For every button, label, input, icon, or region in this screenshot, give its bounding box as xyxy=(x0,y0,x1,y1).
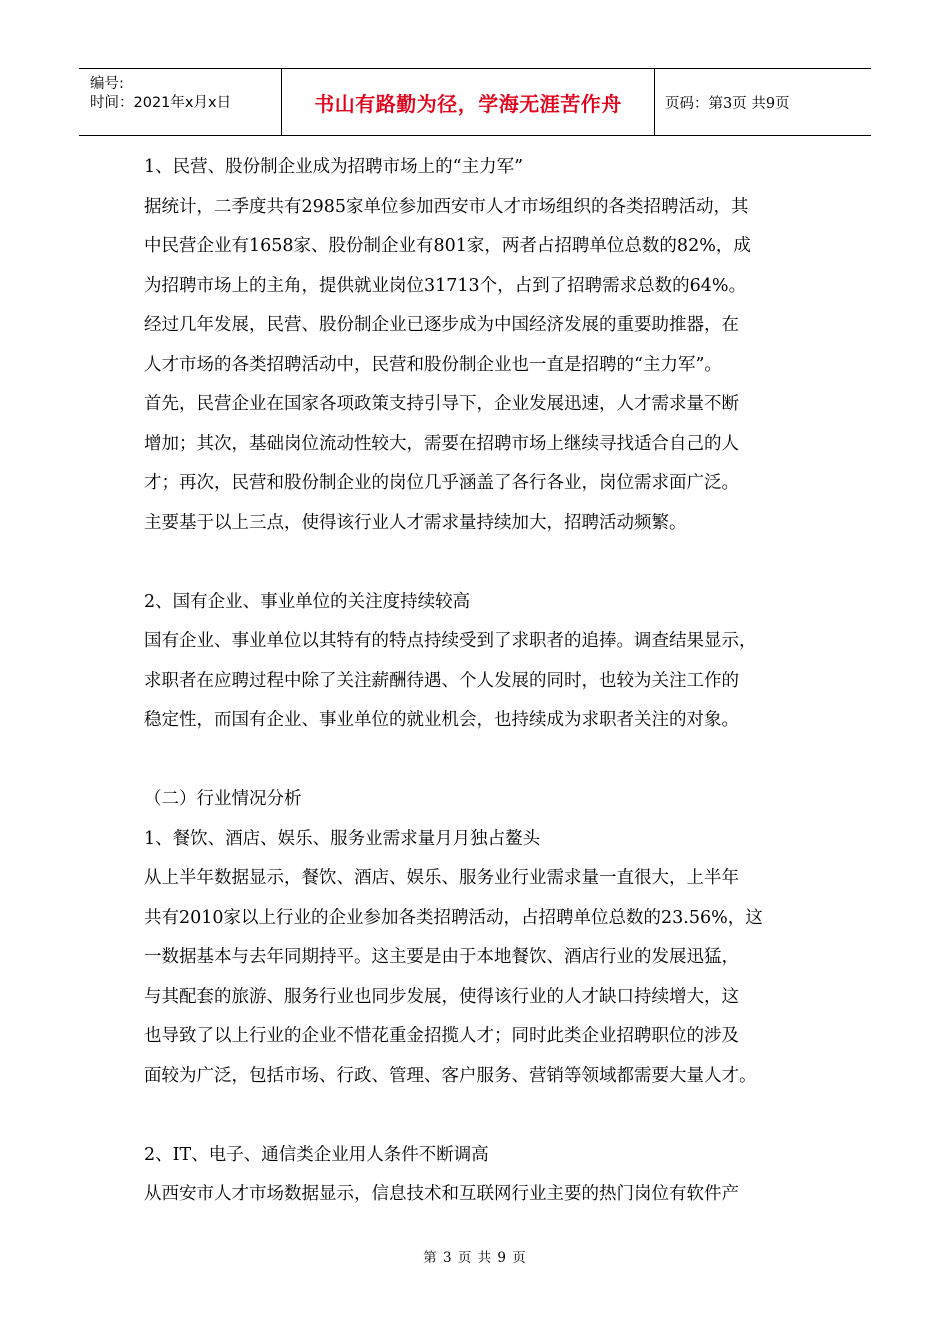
paragraph-gap xyxy=(144,543,814,583)
text-line: 据统计，二季度共有2985家单位参加西安市人才市场组织的各类招聘活动，其 xyxy=(144,196,749,217)
paragraph-gap xyxy=(144,741,814,781)
text-line: 稳定性，而国有企业、事业单位的就业机会，也持续成为求职者关注的对象。 xyxy=(144,710,739,730)
header-motto: 书山有路勤为径，学海无涯苦作舟 xyxy=(282,69,655,135)
text-line: 从上半年数据显示，餐饮、酒店、娱乐、服务业行业需求量一直很大，上半年 xyxy=(144,868,739,888)
text-line: （二）行业情况分析 xyxy=(144,789,302,809)
text-line: 增加；其次，基础岗位流动性较大，需要在招聘市场上继续寻找适合自己的人 xyxy=(144,433,739,454)
text-line: 为招聘市场上的主角，提供就业岗位31713个，占到了招聘需求总数的64%。 xyxy=(144,275,747,296)
text-line: 与其配套的旅游、服务行业也同步发展，使得该行业的人才缺口持续增大，这 xyxy=(144,986,739,1007)
text-line: 也导致了以上行业的企业不惜花重金招揽人才；同时此类企业招聘职位的涉及 xyxy=(144,1026,739,1046)
text-line: 国有企业、事业单位以其特有的特点持续受到了求职者的追捧。调查结果显示， xyxy=(144,631,757,651)
header-page-info: 页码：第3页 共9页 xyxy=(665,95,790,112)
text-line: 2、IT、电子、通信类企业用人条件不断调高 xyxy=(144,1144,489,1165)
text-line: 共有2010家以上行业的企业参加各类招聘活动，占招聘单位总数的23.56%，这 xyxy=(144,907,763,928)
text-line: 主要基于以上三点，使得该行业人才需求量持续加大，招聘活动频繁。 xyxy=(144,512,687,533)
document-body xyxy=(144,148,814,1215)
page-header xyxy=(79,68,871,136)
text-line: 一数据基本与去年同期持平。这主要是由于本地餐饮、酒店行业的发展迅猛， xyxy=(144,947,739,967)
header-meta xyxy=(79,69,282,135)
paragraph-gap xyxy=(144,1096,814,1136)
text-line: 首先，民营企业在国家各项政策支持引导下，企业发展迅速，人才需求量不断 xyxy=(144,394,739,414)
document-number-label: 编号: xyxy=(90,76,124,92)
text-line: 面较为广泛，包括市场、行政、管理、客户服务、营销等领域都需要大量人才。 xyxy=(144,1065,757,1086)
text-line: 1、民营、股份制企业成为招聘市场上的“主力军” xyxy=(144,157,524,177)
text-line: 2、国有企业、事业单位的关注度持续较高 xyxy=(144,591,471,612)
document-date-label: 时间：2021年x月x日 xyxy=(90,95,232,111)
page-footer: 第 3 页 共 9 页 xyxy=(423,1250,527,1266)
text-line: 1、餐饮、酒店、娱乐、服务业需求量月月独占鳌头 xyxy=(144,828,541,849)
text-line: 求职者在应聘过程中除了关注薪酬待遇、个人发展的同时，也较为关注工作的 xyxy=(144,670,739,691)
text-line: 才；再次，民营和股份制企业的岗位几乎涵盖了各行各业，岗位需求面广泛。 xyxy=(144,473,739,493)
text-line: 经过几年发展，民营、股份制企业已逐步成为中国经济发展的重要助推器，在 xyxy=(144,315,739,335)
text-line: 中民营企业有1658家、股份制企业有801家，两者占招聘单位总数的82%，成 xyxy=(144,236,751,256)
text-line: 从西安市人才市场数据显示，信息技术和互联网行业主要的热门岗位有软件产 xyxy=(144,1184,739,1204)
text-line: 人才市场的各类招聘活动中，民营和股份制企业也一直是招聘的“主力军”。 xyxy=(144,354,722,375)
